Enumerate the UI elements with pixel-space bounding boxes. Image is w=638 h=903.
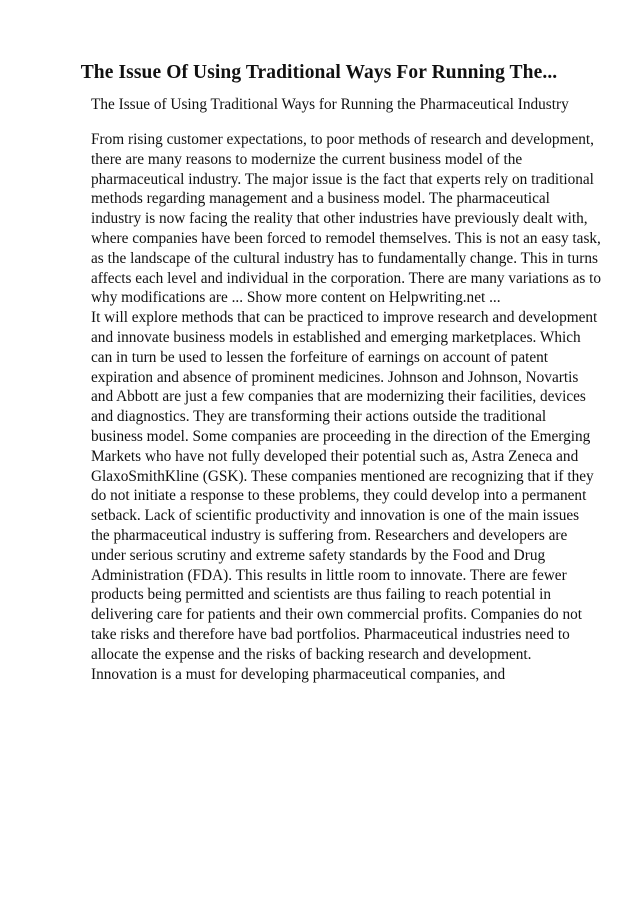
paragraph-main: It will explore methods that can be practiced to improve research and development and innovate business models in established and emerging marketplaces. Which can in turn be used to lessen the forfeiture of earnings on account of patent expiration and absence of prominent medicines. Johnson and Johnson, Novartis and Abbott are just a few companies that are modernizing their facilities, devices and diagnostics. They are transforming their actions outside the traditional business model. Some companies are proceeding in the direction of the Emerging Markets who have not fully developed their potential such as, Astra Zeneca and GlaxoSmithKline (GSK). These companies mentioned are recognizing that if they do not initiate a response to these problems, they could develop into a permanent setback. Lack of scientific productivity and innovation is one of the main issues the pharmaceutical industry is suffering from. Researchers and developers are under serious scrutiny and extreme safety standards by the Food and Drug Administration (FDA). This results in little room to innovate. There are fewer products being permitted and scientists are thus failing to reach potential in delivering care for patients and their own commercial profits. Companies do not take risks and therefore have bad portfolios. Pharmaceutical industries need to allocate the expense and the risks of backing research and development. Innovation is a must for developing pharmaceutical companies, and: [91, 309, 598, 683]
paragraph-intro: From rising customer expectations, to poor methods of research and development, there are many reasons to modernize the current business model of the pharmaceutical industry. The major issue is the fact that experts rely on traditional methods regarding management and a business model. The pharmaceutical industry is now facing the reality that other industries have previously dealt with, where companies have been forced to remodel themselves. This is not an easy task, as the landscape of the cultural industry has to fundamentally change. This in turns affects each level and individual in the corporation. There are many variations as to why modifications are ... Show more content on Helpwriting.net ...: [91, 131, 601, 307]
document-title: The Issue Of Using Traditional Ways For Running The...: [80, 62, 558, 83]
document-body: [91, 130, 601, 684]
document-subtitle: The Issue of Using Traditional Ways for Running the Pharmaceutical Industry: [91, 96, 569, 113]
